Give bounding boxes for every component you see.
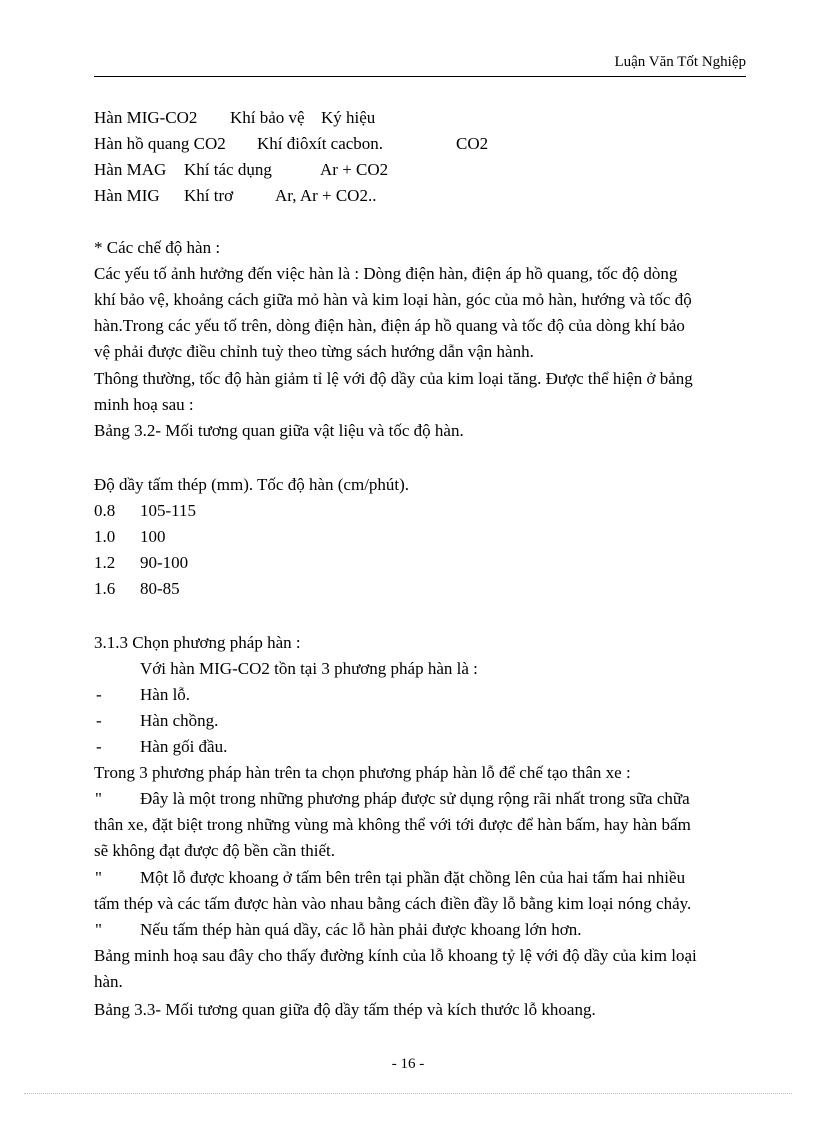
header-rule	[94, 76, 746, 77]
reason-line: Đây là một trong những phương pháp được sử dụng rộng rãi nhất trong sữa chữa	[140, 789, 690, 808]
paragraph-line: khí bảo vệ, khoảng cách giữa mỏ hàn và kim loại hàn, góc của mỏ hàn, hướng và tốc độ	[94, 290, 692, 309]
modes-heading: * Các chế độ hàn :	[94, 238, 221, 257]
paragraph-line: hàn.Trong các yếu tố trên, dòng điện hàn, điện áp hồ quang và tốc độ của dòng khí bảo	[94, 316, 685, 335]
thickness-cell: 0.8	[94, 501, 116, 520]
gas-cell-symbol: Ký hiệu	[321, 108, 376, 127]
thickness-cell: 1.0	[94, 527, 116, 546]
choice-line: Trong 3 phương pháp hàn trên ta chọn phương pháp hàn lỗ để chế tạo thân xe :	[94, 763, 631, 782]
speed-cell: 80-85	[140, 579, 180, 598]
gas-cell-symbol: Ar + CO2	[320, 160, 389, 179]
bullet-marker: "	[95, 868, 102, 887]
paragraph-line: hàn.	[94, 972, 123, 991]
thickness-cell: 1.2	[94, 553, 116, 572]
method-label: Hàn gối đầu.	[140, 737, 228, 756]
reason-line: tấm thép và các tấm được hàn vào nhau bằng cách điền đầy lỗ bằng kim loại nóng chảy.	[94, 894, 692, 913]
reason-line: Nếu tấm thép hàn quá dầy, các lỗ hàn phải được khoang lớn hơn.	[140, 920, 582, 939]
table-3-3-caption: Bảng 3.3- Mối tương quan giữa độ dầy tấm thép và kích thước lỗ khoang.	[94, 1000, 596, 1019]
reason-line: thân xe, đặt biệt trong những vùng mà không thể với tới được để hàn bấm, hay hàn bấm	[94, 815, 691, 834]
method-label: Hàn lỗ.	[140, 685, 191, 704]
gas-cell-gas: Khí trơ	[184, 186, 234, 205]
speed-cell: 100	[140, 527, 166, 546]
bullet-marker: "	[95, 920, 102, 939]
page-bottom-divider	[24, 1093, 792, 1094]
header-title: Luận Văn Tốt Nghiệp	[614, 54, 746, 70]
gas-cell-process: Hàn MAG	[94, 160, 167, 179]
speed-table-header: Độ dầy tấm thép (mm). Tốc độ hàn (cm/phút).	[94, 475, 410, 494]
page-number: - 16 -	[391, 1056, 425, 1072]
gas-cell-gas: Khí bảo vệ	[230, 108, 305, 127]
gas-cell-gas: Khí điôxít cacbon.	[257, 134, 384, 153]
dash-marker: -	[96, 737, 102, 756]
gas-cell-symbol: CO2	[456, 134, 489, 153]
dash-marker: -	[96, 711, 102, 730]
gas-cell-gas: Khí tác dụng	[184, 160, 272, 179]
reason-line: sẽ không đạt được độ bền cần thiết.	[94, 841, 336, 860]
paragraph-line: Các yếu tố ảnh hưởng đến việc hàn là : Dòng điện hàn, điện áp hồ quang, tốc độ dòng	[94, 264, 678, 283]
speed-cell: 90-100	[140, 553, 189, 572]
bullet-marker: "	[95, 789, 102, 808]
gas-cell-process: Hàn MIG	[94, 186, 160, 205]
gas-cell-symbol: Ar, Ar + CO2..	[275, 186, 377, 205]
thickness-cell: 1.6	[94, 579, 116, 598]
paragraph-line: Bảng minh hoạ sau đây cho thấy đường kính của lỗ khoang tỷ lệ với độ dầy của kim loại	[94, 946, 697, 965]
section-title: 3.1.3 Chọn phương pháp hàn :	[94, 633, 301, 652]
paragraph-line: vệ phải được điều chỉnh tuỳ theo từng sách hướng dẫn vận hành.	[94, 342, 534, 361]
method-label: Hàn chồng.	[140, 711, 219, 730]
gas-cell-process: Hàn MIG-CO2	[94, 108, 198, 127]
paragraph-line: minh hoạ sau :	[94, 395, 194, 414]
paragraph-line: Thông thường, tốc độ hàn giảm tỉ lệ với độ dầy của kim loại tăng. Được thể hiện ở bảng	[94, 369, 693, 388]
gas-cell-process: Hàn hồ quang CO2	[94, 134, 226, 153]
dash-marker: -	[96, 685, 102, 704]
table-3-2-caption: Bảng 3.2- Mối tương quan giữa vật liệu và tốc độ hàn.	[94, 421, 464, 440]
section-intro: Với hàn MIG-CO2 tồn tại 3 phương pháp hàn là :	[140, 659, 478, 678]
reason-line: Một lỗ được khoang ở tấm bên trên tại phần đặt chồng lên của hai tấm hai nhiều	[140, 868, 686, 887]
speed-cell: 105-115	[140, 501, 197, 520]
